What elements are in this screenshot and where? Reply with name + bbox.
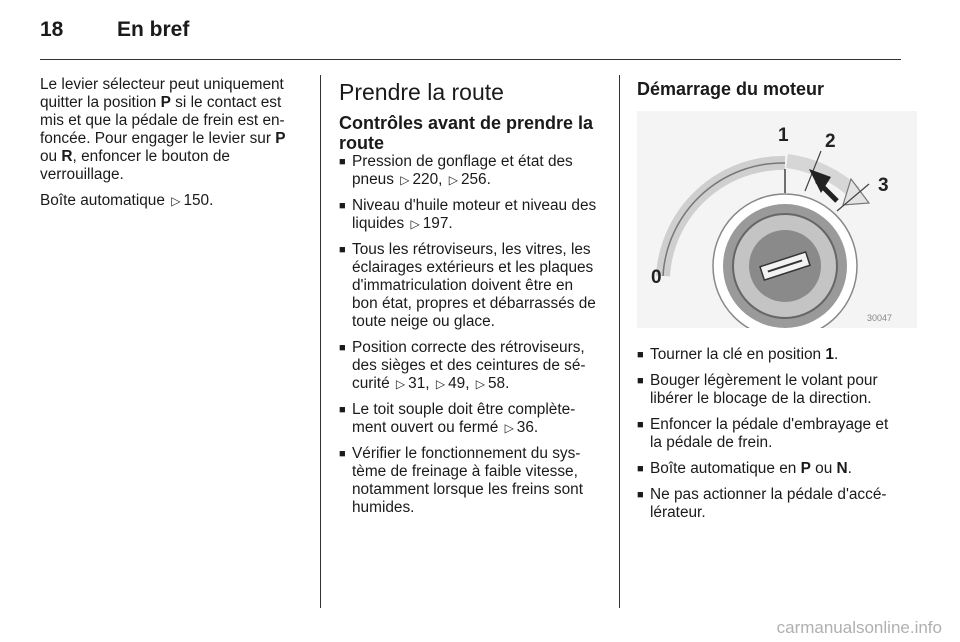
paragraph: Boîte automatique ▷ 150. — [40, 192, 214, 209]
list-item: ■ Ne pas actionner la pédale d'accé- lérateur. — [637, 486, 905, 522]
page-title: En bref — [117, 18, 190, 41]
watermark: carmanualsonline.info — [776, 618, 942, 637]
list-item: ■ Bouger légèrement le volant pour libérer le blocage de la direction. — [637, 372, 905, 408]
figure-title: Démarrage du moteur — [637, 79, 825, 99]
position-label-2: 2 — [825, 131, 836, 152]
section-title: Prendre la route — [339, 79, 504, 105]
position-label-3: 3 — [878, 175, 889, 196]
right-chevron-icon: ▷ — [504, 421, 514, 435]
right-chevron-icon: ▷ — [171, 194, 181, 208]
right-chevron-icon: ▷ — [410, 217, 420, 231]
list-item: ■ Tous les rétroviseurs, les vitres, les éclairages extérieurs et les plaques d'immatriculation doivent être en bon état, propres et débarrassés de toute neige ou glace. — [339, 241, 605, 331]
column-middle — [339, 76, 605, 525]
right-chevron-icon: ▷ — [435, 377, 446, 391]
list-item: ■ Position correcte des rétroviseurs, des sièges et des ceintures de sé- curité ▷ 31, ▷ 49, ▷ 58. — [339, 339, 605, 393]
checklist — [339, 153, 605, 517]
ignition-switch-figure — [637, 111, 917, 328]
position-label-1: 1 — [778, 125, 789, 146]
list-item: ■ Enfoncer la pédale d'embrayage et la pédale de frein. — [637, 416, 905, 452]
list-item: ■ Niveau d'huile moteur et niveau des liquides ▷ 197. — [339, 197, 605, 233]
right-chevron-icon: ▷ — [448, 173, 458, 187]
header-rule — [40, 59, 901, 60]
column-divider — [619, 75, 620, 608]
start-steps — [637, 346, 905, 522]
right-chevron-icon: ▷ — [400, 173, 410, 187]
subsection-title: Contrôles avant de prendre la route — [339, 113, 594, 153]
paragraph: Le levier sélecteur peut uniquement quitter la position P si le contact est mis et que la pédale de frein est en- foncée. Pour engager le levier sur P ou R, enfoncer le bouton de verrouillage. — [40, 76, 286, 183]
list-item: ■ Le toit souple doit être complète- ment ouvert ou fermé ▷ 36. — [339, 401, 605, 437]
list-item: ■ Pression de gonflage et état des pneus ▷ 220, ▷ 256. — [339, 153, 605, 189]
list-item: ■ Tourner la clé en position 1. — [637, 346, 905, 364]
figure-code: 30047 — [867, 313, 893, 323]
column-right — [637, 76, 905, 530]
column-divider — [320, 75, 321, 608]
ignition-switch-illustration — [637, 111, 917, 328]
position-label-0: 0 — [651, 267, 662, 288]
right-chevron-icon: ▷ — [475, 377, 485, 391]
page-number: 18 — [40, 18, 64, 41]
list-item: ■ Vérifier le fonctionnement du sys- tème de freinage à faible vitesse, notamment lorsque les freins sont humides. — [339, 445, 605, 517]
list-item: ■ Boîte automatique en P ou N. — [637, 460, 905, 478]
column-left — [40, 76, 308, 218]
right-chevron-icon: ▷ — [395, 377, 406, 391]
